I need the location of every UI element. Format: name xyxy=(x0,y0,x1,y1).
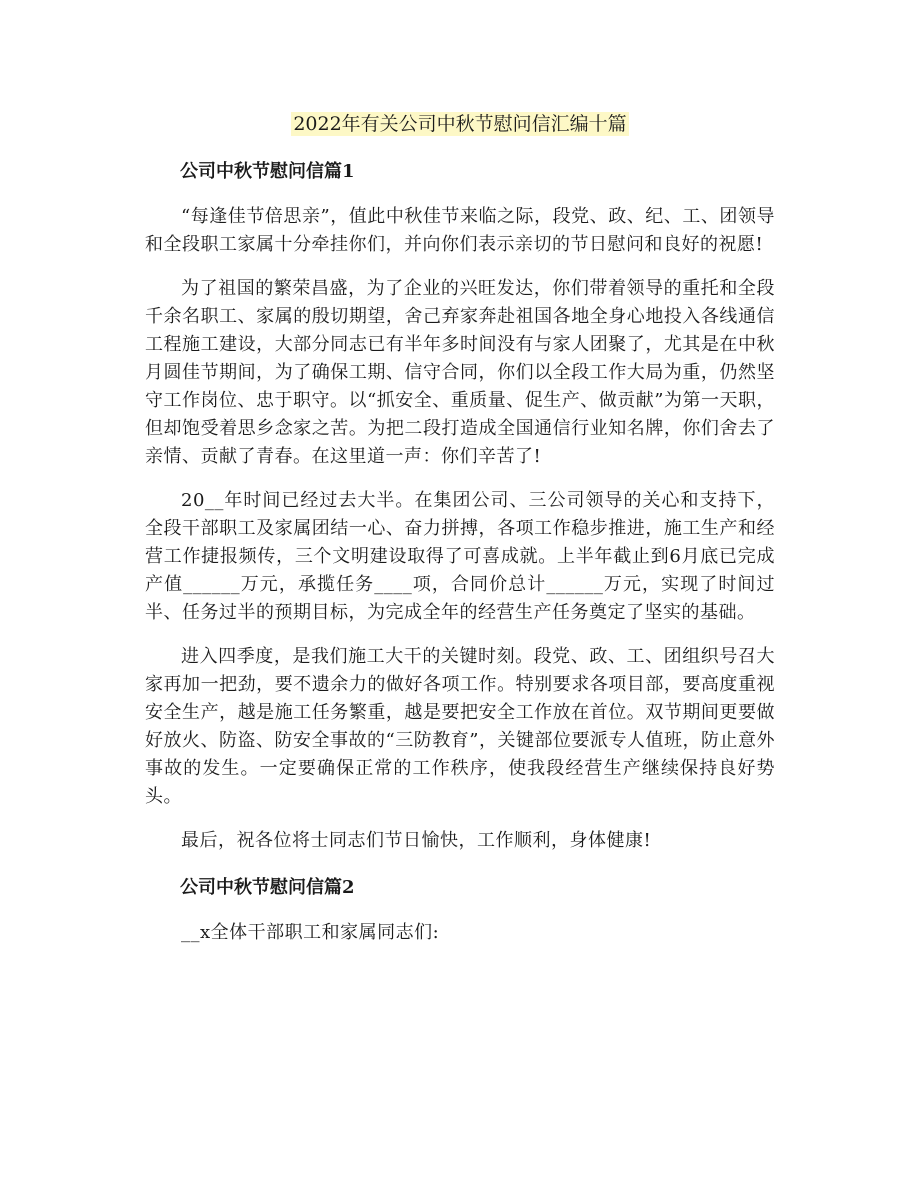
paragraph: 最后，祝各位将士同志们节日愉快，工作顺利，身体健康! xyxy=(181,830,652,851)
document-title-text: 2022年有关公司中秋节慰问信汇编十篇 xyxy=(293,113,627,135)
greeting-line: __x全体干部职工和家属同志们: xyxy=(181,922,440,943)
document-body xyxy=(145,155,775,963)
paragraph: “每逢佳节倍思亲”，值此中秋佳节来临之际，段党、政、纪、工、团领导和全段职工家属十分牵挂你们，并向你们表示亲切的节日慰问和良好的祝愿! xyxy=(145,206,775,255)
section-heading-1: 公司中秋节慰问信篇1 xyxy=(180,161,355,182)
paragraph: 20__年时间已经过去大半。在集团公司、三公司领导的关心和支持下，全段干部职工及家属团结一心、奋力拼搏，各项工作稳步推进，施工生产和经营工作捷报频传，三个文明建设取得了可喜成就。上半年截止到6月底已完成产值______万元，承揽任务____项，合同价总计______万元，实现了时间过半、任务过半的预期目标，为完成全年的经营生产任务奠定了坚实的基础。 xyxy=(145,490,775,623)
section-heading-2: 公司中秋节慰问信篇2 xyxy=(180,877,355,898)
paragraph: 为了祖国的繁荣昌盛，为了企业的兴旺发达，你们带着领导的重托和全段千余名职工、家属的殷切期望，舍己弃家奔赴祖国各地全身心地投入各线通信工程施工建设，大部分同志已有半年多时间没有与家人团聚了，尤其是在中秋月圆佳节期间，为了确保工期、信守合同，你们以全段工作大局为重，仍然坚守工作岗位、忠于职守。以“抓安全、重质量、促生产、做贡献”为第一天职，但却饱受着思乡念家之苦。为把二段打造成全国通信行业知名牌，你们舍去了亲情、贡献了青春。在这里道一声：你们辛苦了! xyxy=(145,278,775,467)
paragraph: 进入四季度，是我们施工大干的关键时刻。段党、政、工、团组织号召大家再加一把劲，要不遗余力的做好各项工作。特别要求各项目部，要高度重视安全生产，越是施工任务繁重，越是要把安全工作放在首位。双节期间更要做好放火、防盗、防安全事故的“三防教育”，关键部位要派专人值班，防止意外事故的发生。一定要确保正常的工作秩序，使我段经营生产继续保持良好势头。 xyxy=(145,646,775,807)
document-title xyxy=(0,110,920,138)
